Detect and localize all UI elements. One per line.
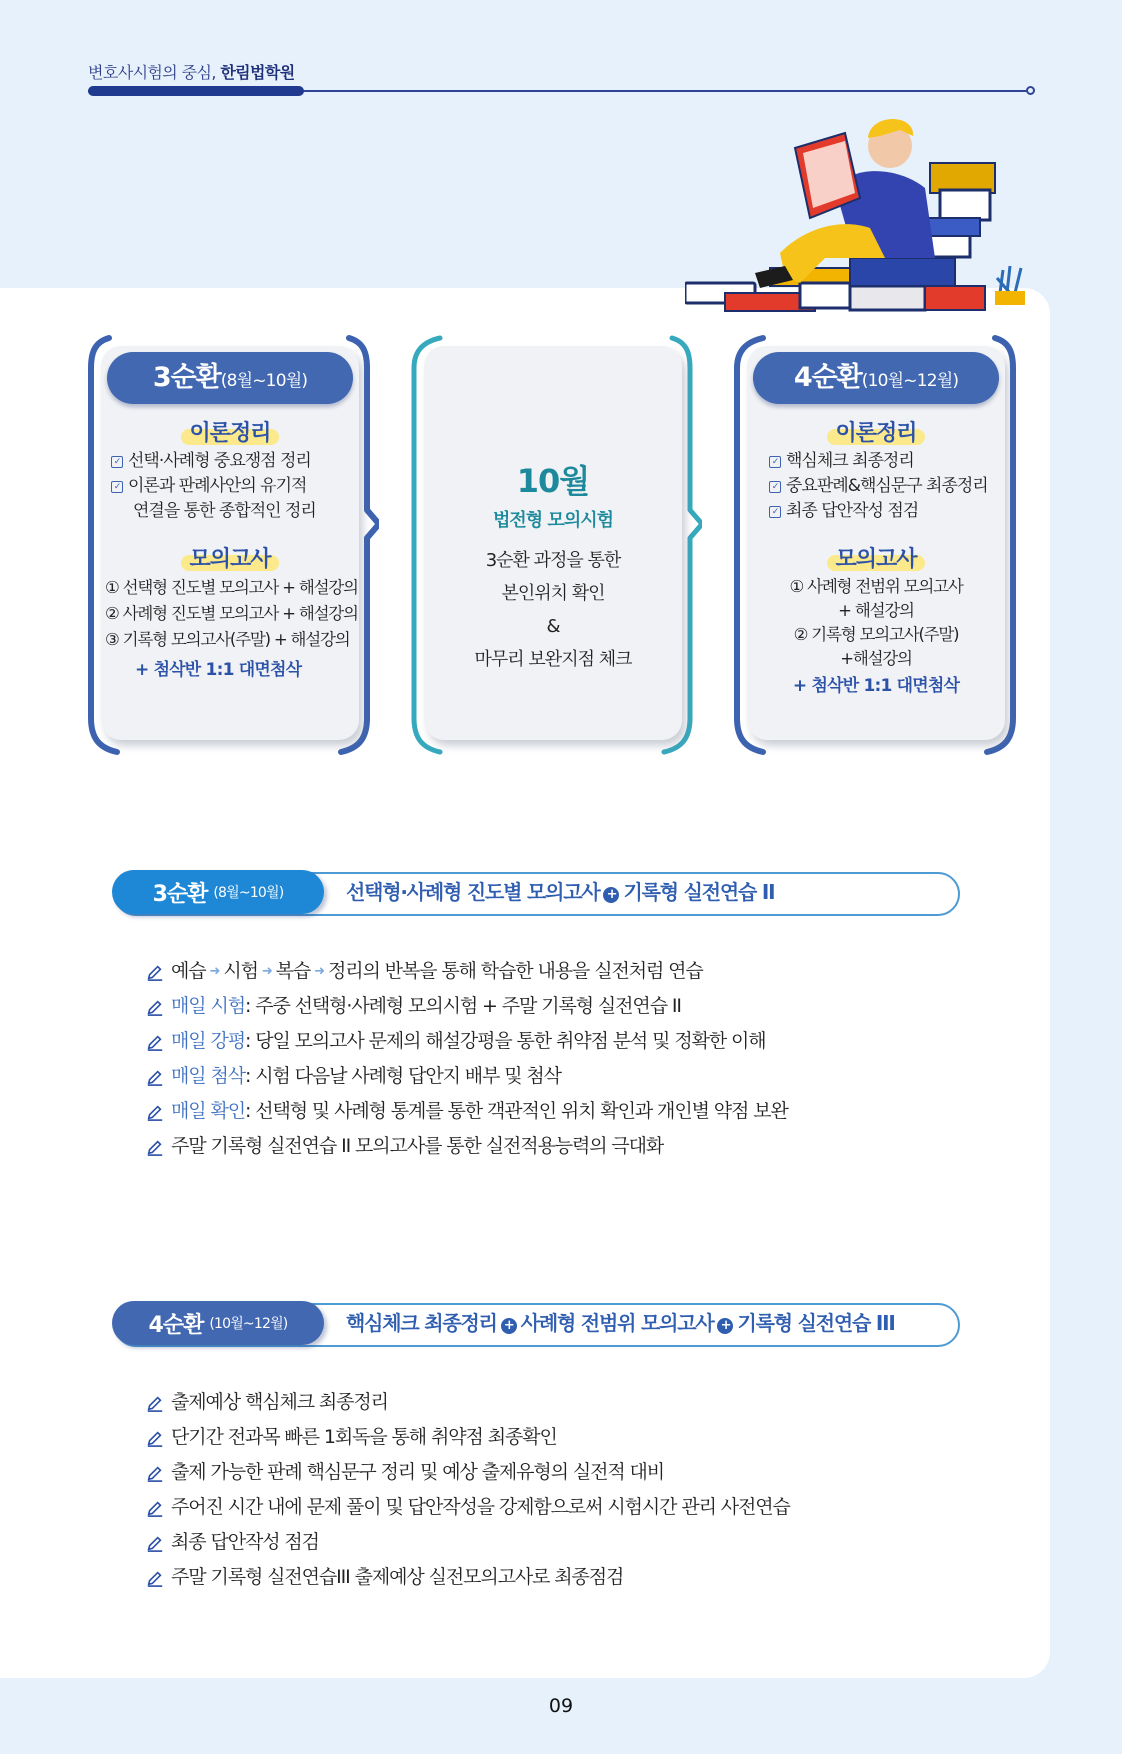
card-body — [747, 346, 1005, 740]
list-item: 매일 확인 : 선택형 및 사례형 통계를 통한 객관적인 위치 확인과 개인별 약점 보완 — [146, 1094, 788, 1129]
check-icon: ✓ — [769, 506, 781, 518]
pencil-icon — [146, 1464, 164, 1482]
list-item: 최종 답안작성 점검 — [146, 1525, 790, 1560]
section-label-pill: 3순환 (8월~10월) — [112, 870, 324, 914]
exam-label: 모의고사 — [181, 542, 278, 573]
list-item: ✓ 핵심체크 최종정리 — [769, 449, 1005, 474]
pencil-icon — [146, 1569, 164, 1587]
list-item: ✓ 최종 답안작성 점검 — [769, 499, 1005, 524]
list-item: 출제예상 핵심체크 최종정리 — [146, 1385, 790, 1420]
section-title: 선택형·사례형 진도별 모의고사 + 기록형 실전연습 II — [346, 880, 775, 904]
feedback-note: + 첨삭반 1:1 대면첨삭 — [135, 660, 302, 680]
list-item: ① 선택형 진도별 모의고사 + 해설강의 — [105, 578, 358, 597]
exam-list — [747, 575, 1005, 671]
october-title: 10월 — [516, 462, 590, 500]
arrow-right-icon: ➜ — [314, 964, 324, 979]
check-icon: ✓ — [769, 481, 781, 493]
exam-list — [105, 575, 359, 653]
page-number: 09 — [548, 1695, 574, 1717]
check-icon: ✓ — [111, 481, 123, 493]
theory-label: 이론정리 — [181, 416, 278, 447]
pencil-icon — [146, 1534, 164, 1552]
plus-icon: + — [603, 887, 619, 903]
exam-label: 모의고사 — [827, 542, 924, 573]
list-item: 매일 시험 : 주중 선택형·사례형 모의시험 + 주말 기록형 실전연습 II — [146, 989, 788, 1024]
theory-label: 이론정리 — [827, 416, 924, 447]
section-bullet-list — [146, 1385, 790, 1595]
list-item: 예습 ➜ 시험 ➜ 복습 ➜ 정리의 반복을 통해 학습한 내용을 실전처럼 연습 — [146, 954, 788, 989]
list-item: +해설강의 — [840, 649, 912, 668]
list-item: 연결을 통한 종합적인 정리 — [133, 501, 316, 521]
card-october-exam — [410, 334, 702, 758]
list-item: ✓ 선택·사례형 중요쟁점 정리 — [111, 449, 359, 474]
list-item: 주말 기록형 실전연습 II 모의고사를 통한 실전적용능력의 극대화 — [146, 1129, 788, 1164]
pencil-icon — [146, 1068, 164, 1086]
card-body — [424, 346, 682, 740]
header-title: 변호사시험의 중심, 한림법학원 — [88, 63, 295, 82]
card-cycle3 — [87, 334, 379, 758]
header-brand: 한림법학원 — [220, 63, 295, 82]
list-item: ① 사례형 전범위 모의고사 — [789, 577, 963, 596]
theory-list — [769, 449, 1005, 524]
list-item: 매일 첨삭 : 시험 다음날 사례형 답안지 배부 및 첨삭 — [146, 1059, 788, 1094]
pencil-icon — [146, 1429, 164, 1447]
feedback-note: + 첨삭반 1:1 대면첨삭 — [792, 676, 960, 696]
plus-icon: + — [501, 1318, 517, 1334]
list-item: 단기간 전과목 빠른 1회독을 통해 취약점 최종확인 — [146, 1420, 790, 1455]
list-item: ✓ 중요판례&핵심문구 최종정리 — [769, 474, 1005, 499]
theory-list — [111, 449, 359, 524]
page-header — [88, 60, 1038, 83]
pencil-icon — [146, 1499, 164, 1517]
arrow-right-icon: ➜ — [209, 964, 220, 979]
card-header-cycle3: 3순환(8월~10월) — [107, 352, 353, 404]
header-accent-bar — [88, 86, 304, 96]
list-item: 주말 기록형 실전연습III 출제예상 실전모의고사로 최종점검 — [146, 1560, 790, 1595]
list-item: 주어진 시간 내에 문제 풀이 및 답안작성을 강제함으로써 시험시간 관리 사전연습 — [146, 1490, 790, 1525]
list-item: ✓ 이론과 판례사안의 유기적 — [111, 474, 359, 499]
pencil-icon — [146, 1103, 164, 1121]
list-item: + 해설강의 — [838, 601, 914, 620]
reading-student-illustration — [685, 108, 1035, 318]
list-item: ③ 기록형 모의고사(주말) + 해설강의 — [105, 630, 350, 649]
card-cycle4 — [733, 334, 1025, 758]
plus-icon: + — [717, 1318, 733, 1334]
section-title: 핵심체크 최종정리 + 사례형 전범위 모의고사 + 기록형 실전연습 III — [346, 1311, 895, 1335]
check-icon: ✓ — [769, 456, 781, 468]
list-item: 매일 강평 : 당일 모의고사 문제의 해설강평을 통한 취약점 분석 및 정확한 이해 — [146, 1024, 788, 1059]
pencil-icon — [146, 1033, 164, 1051]
header-rule-end-dot — [1026, 86, 1035, 95]
pencil-icon — [146, 1394, 164, 1412]
section-label-pill: 4순환 (10월~12월) — [112, 1301, 324, 1345]
list-item: ② 기록형 모의고사(주말) — [793, 625, 959, 644]
october-subtitle: 법전형 모의시험 — [493, 510, 613, 531]
card-body — [101, 346, 359, 740]
card-header-cycle4: 4순환(10월~12월) — [753, 352, 999, 404]
arrow-right-icon: ➜ — [261, 964, 272, 979]
pencil-icon — [146, 998, 164, 1016]
pencil-icon — [146, 963, 164, 981]
list-item: 출제 가능한 판례 핵심문구 정리 및 예상 출제유형의 실전적 대비 — [146, 1455, 790, 1490]
section-bullet-list — [146, 954, 788, 1164]
october-description: 3순환 과정을 통한 본인위치 확인 & 마무리 보완지점 체크 — [474, 550, 632, 670]
check-icon: ✓ — [111, 456, 123, 468]
list-item: ② 사례형 진도별 모의고사 + 해설강의 — [105, 604, 358, 623]
pencil-icon — [146, 1138, 164, 1156]
